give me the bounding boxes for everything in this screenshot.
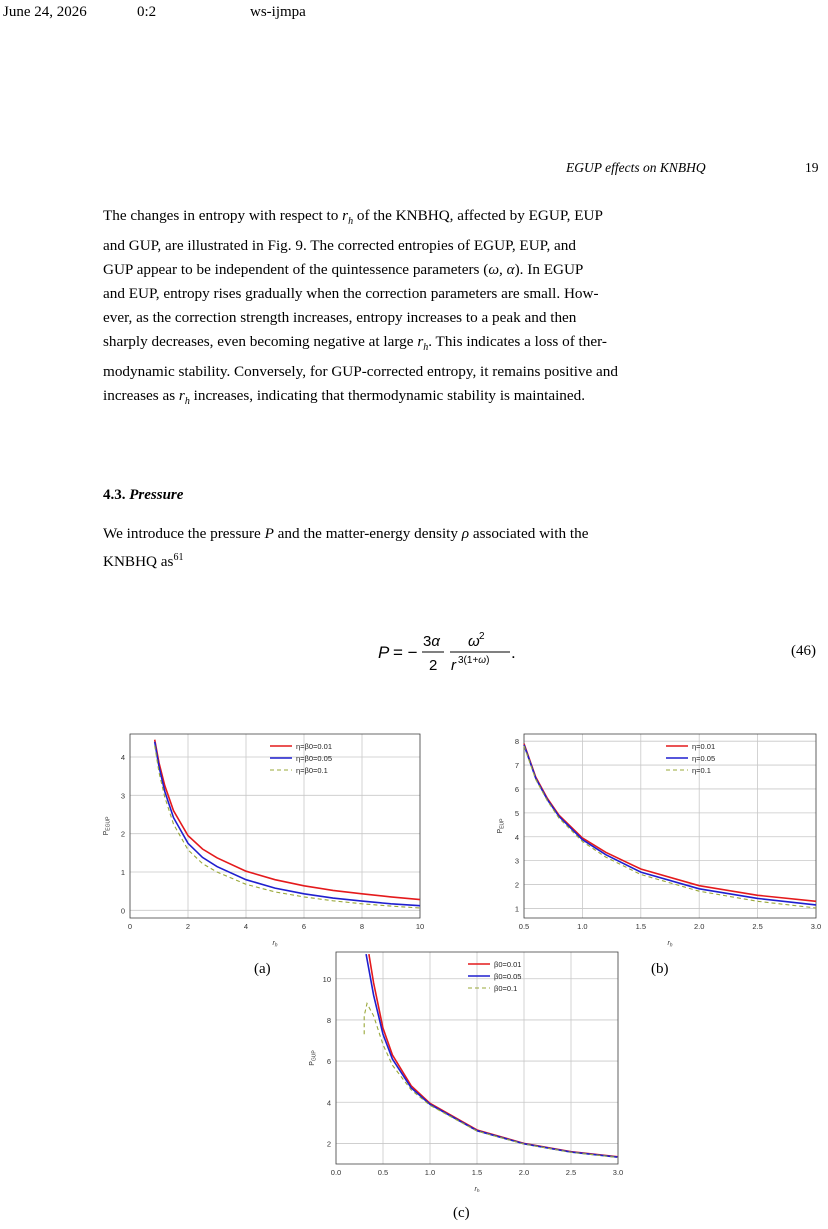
- svg-text:.: .: [511, 643, 516, 662]
- x-tick-label: 2: [185, 922, 191, 931]
- legend-label: η=0.01: [692, 742, 716, 751]
- para1-line: and GUP, are illustrated in Fig. 9. The corrected entropies of EGUP, EUP, and: [103, 237, 576, 255]
- y-tick-label: 6: [326, 1057, 331, 1067]
- header-time: 0:2: [137, 4, 157, 20]
- section-title: Pressure: [129, 487, 184, 503]
- y-axis-label: $P_{EUP}$: [497, 818, 506, 834]
- y-axis-label: $P_{EGUP}$: [103, 816, 112, 836]
- caption-b: (b): [651, 961, 669, 977]
- x-tick-label: 10: [415, 922, 425, 931]
- caption-a: (a): [254, 961, 271, 977]
- series-line-2: [155, 742, 420, 906]
- svg-text:ω: ω: [468, 633, 480, 650]
- y-tick-label: 8: [326, 1015, 331, 1025]
- para1-line: and EUP, entropy rises gradually when the correction parameters are small. How-: [103, 285, 599, 303]
- svg-text:2: 2: [429, 657, 438, 674]
- x-axis-label: $r_h$: [474, 1186, 480, 1192]
- x-tick-label: 3.0: [810, 922, 822, 931]
- x-tick-label: 0.5: [377, 1168, 389, 1177]
- x-tick-label: 2.0: [693, 922, 705, 931]
- x-tick-label: 1.0: [577, 922, 588, 931]
- x-tick-label: 2.5: [752, 922, 763, 931]
- x-tick-label: 6: [301, 922, 307, 931]
- legend-label: β0=0.05: [494, 972, 522, 981]
- y-tick-label: 1: [120, 868, 125, 877]
- para1-line: The changes in entropy with respect to $r_h$ of the KNBHQ, affected by EGUP, EUP: [103, 207, 603, 228]
- para1-line: sharply decreases, even becoming negative at large $r_h$. This indicates a loss of ther-: [103, 333, 607, 354]
- chart-panel-c: [296, 946, 630, 1192]
- x-tick-label: 2.5: [565, 1168, 577, 1177]
- equation-graphic: [378, 628, 558, 678]
- svg-text:= −: = −: [393, 643, 418, 662]
- y-axis-label: $P_{GUP}$: [309, 1050, 318, 1066]
- y-tick-label: 0: [120, 906, 125, 916]
- para1-line: GUP appear to be independent of the quintessence parameters (ω, α). In EGUP: [103, 261, 584, 279]
- caption-c: (c): [453, 1205, 470, 1221]
- y-tick-label: 6: [514, 784, 519, 794]
- header-date: June 24, 2026: [3, 4, 87, 20]
- x-axis-label: $r_h$: [272, 940, 278, 948]
- para2-line: We introduce the pressure P and the matter-energy density ρ associated with the: [103, 525, 589, 542]
- para2-line: KNBHQ $as^{61}$: [103, 552, 184, 571]
- svg-text:3(1+ω): 3(1+ω): [458, 655, 490, 666]
- y-tick-label: 7: [514, 761, 519, 771]
- svg-text:P: P: [378, 643, 390, 662]
- svg-text:r: r: [451, 657, 456, 674]
- x-tick-label: 0.0: [330, 1168, 342, 1177]
- series-line-1: [155, 740, 420, 900]
- y-tick-label: 8: [514, 737, 519, 747]
- legend-label: η=β0=0.05: [296, 754, 333, 763]
- para1-line: increases as $r_h$ increases, indicating that thermodynamic stability is maintained.: [103, 387, 586, 408]
- y-tick-label: 3: [120, 791, 125, 801]
- paragraph-pressure: [103, 522, 822, 574]
- legend-label: β0=0.01: [494, 960, 522, 969]
- y-tick-label: 4: [514, 832, 519, 842]
- legend-label: η=0.1: [692, 766, 711, 775]
- y-tick-label: 2: [514, 880, 519, 890]
- chart-panel-b: [492, 726, 826, 948]
- series-line-1: [524, 744, 816, 902]
- y-tick-label: 5: [514, 808, 519, 818]
- svg-text:2: 2: [479, 631, 485, 642]
- x-tick-label: 1.0: [424, 1168, 436, 1177]
- legend-label: β0=0.1: [494, 984, 518, 993]
- y-tick-label: 10: [322, 974, 331, 984]
- series-line-2: [366, 954, 618, 1157]
- x-tick-label: 4: [243, 922, 249, 931]
- x-tick-label: 2.0: [518, 1168, 530, 1177]
- legend-label: η=0.05: [692, 754, 716, 763]
- chart-panel-a: [90, 726, 430, 948]
- series-line-2: [524, 745, 816, 905]
- page-number: 19: [805, 160, 819, 175]
- y-tick-label: 2: [120, 829, 125, 839]
- x-tick-label: 0: [127, 922, 133, 931]
- equation-46: [378, 628, 558, 683]
- para1-line: modynamic stability. Conversely, for GUP-corrected entropy, it remains positive and: [103, 363, 618, 381]
- x-tick-label: 3.0: [612, 1168, 624, 1177]
- plot-frame: [130, 734, 420, 918]
- x-axis-label: $r_h$: [667, 940, 673, 948]
- y-tick-label: 1: [514, 904, 519, 914]
- equation-number: (46): [791, 643, 816, 659]
- section-number: 4.3.: [103, 487, 126, 503]
- running-head-title: EGUP effects on KNBHQ: [566, 160, 706, 175]
- y-tick-label: 4: [120, 753, 125, 762]
- svg-text:3α: 3α: [423, 633, 440, 650]
- y-tick-label: 3: [514, 856, 519, 866]
- y-tick-label: 4: [326, 1098, 331, 1108]
- x-tick-label: 1.5: [471, 1168, 483, 1177]
- x-tick-label: 0.5: [518, 922, 530, 931]
- x-tick-label: 8: [359, 922, 365, 931]
- x-tick-label: 1.5: [635, 922, 647, 931]
- y-tick-label: 2: [326, 1139, 331, 1149]
- section-heading: [103, 487, 183, 504]
- para1-line: ever, as the correction strength increases, entropy increases to a peak and then: [103, 309, 577, 327]
- legend-label: η=β0=0.1: [296, 766, 328, 775]
- header-journal: ws-ijmpa: [250, 4, 306, 20]
- paragraph-entropy: [103, 204, 822, 414]
- legend-label: η=β0=0.01: [296, 742, 333, 751]
